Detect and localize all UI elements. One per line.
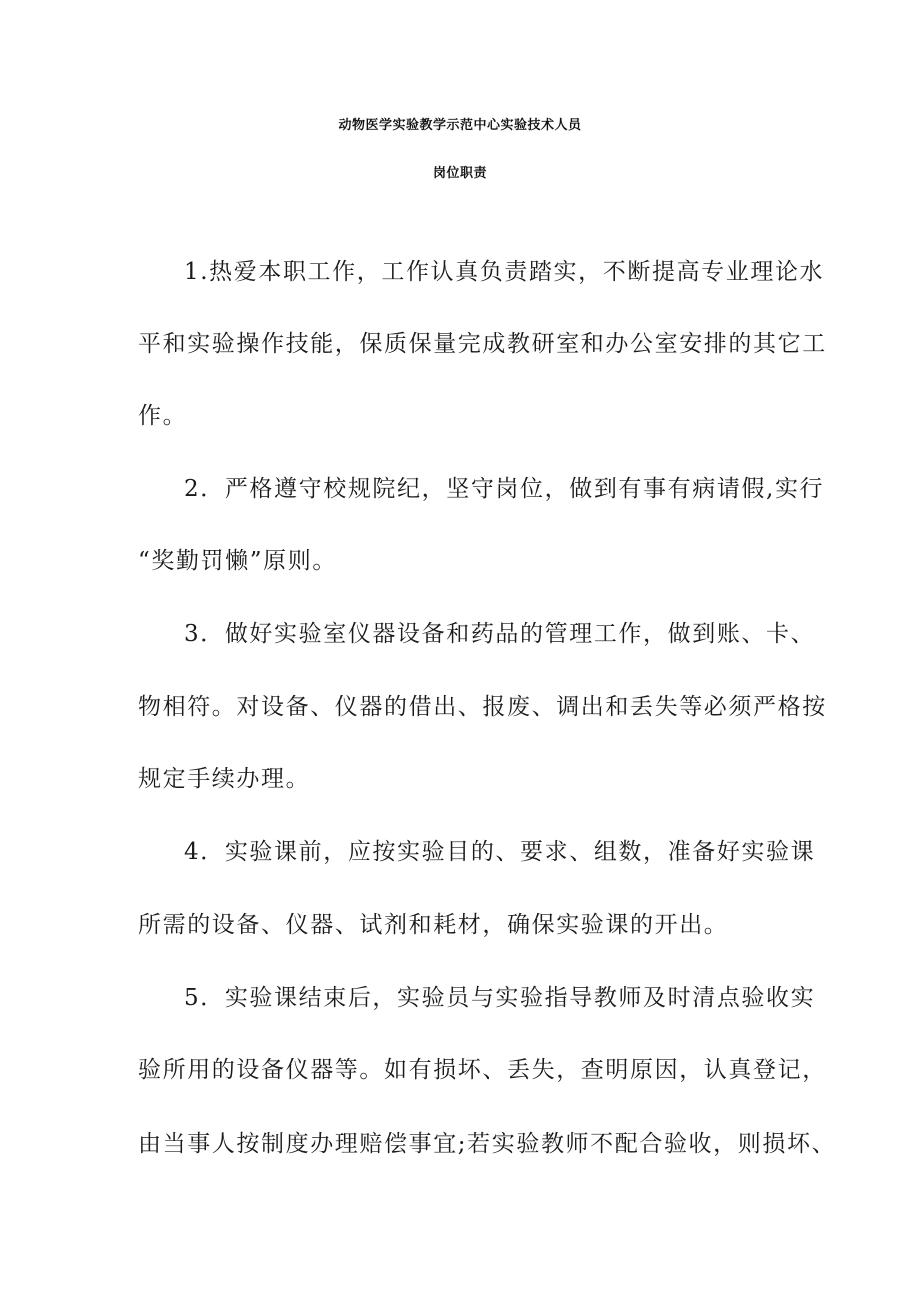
item-3-line-3: 规定手续办理。 xyxy=(138,766,311,792)
item-5-line-2: 验所用的设备仪器等。如有损坏、丢失，查明原因，认真登记， xyxy=(138,1057,827,1083)
item-4-line-1: 4．实验课前，应按实验目的、要求、组数，准备好实验课 xyxy=(184,839,816,865)
document-title-line-2: 岗位职责 xyxy=(432,166,487,181)
item-5-line-3: 由当事人按制度办理赔偿事宜;若实验教师不配合验收，则损坏、 xyxy=(138,1131,837,1157)
item-1-line-3: 作。 xyxy=(138,403,188,429)
item-4-line-2: 所需的设备、仪器、试剂和耗材，确保实验课的开出。 xyxy=(138,912,729,938)
item-5-line-1: 5．实验课结束后，实验员与实验指导教师及时清点验收实 xyxy=(184,985,816,1011)
item-1-line-1: 1.热爱本职工作，工作认真负责踏实，不断提高专业理论水 xyxy=(184,259,825,285)
item-2-line-2: “奖勤罚懒”原则。 xyxy=(138,548,337,574)
item-2-line-1: 2．严格遵守校规院纪，坚守岗位，做到有事有病请假,实行 xyxy=(184,476,825,502)
document-title-line-1: 动物医学实验教学示范中心实验技术人员 xyxy=(338,118,582,133)
item-3-line-1: 3．做好实验室仪器设备和药品的管理工作，做到账、卡、 xyxy=(184,621,816,647)
item-1-line-2: 平和实验操作技能，保质保量完成教研室和办公室安排的其它工 xyxy=(138,331,827,357)
item-3-line-2: 物相符。对设备、仪器的借出、报废、调出和丢失等必须严格按 xyxy=(138,694,827,720)
